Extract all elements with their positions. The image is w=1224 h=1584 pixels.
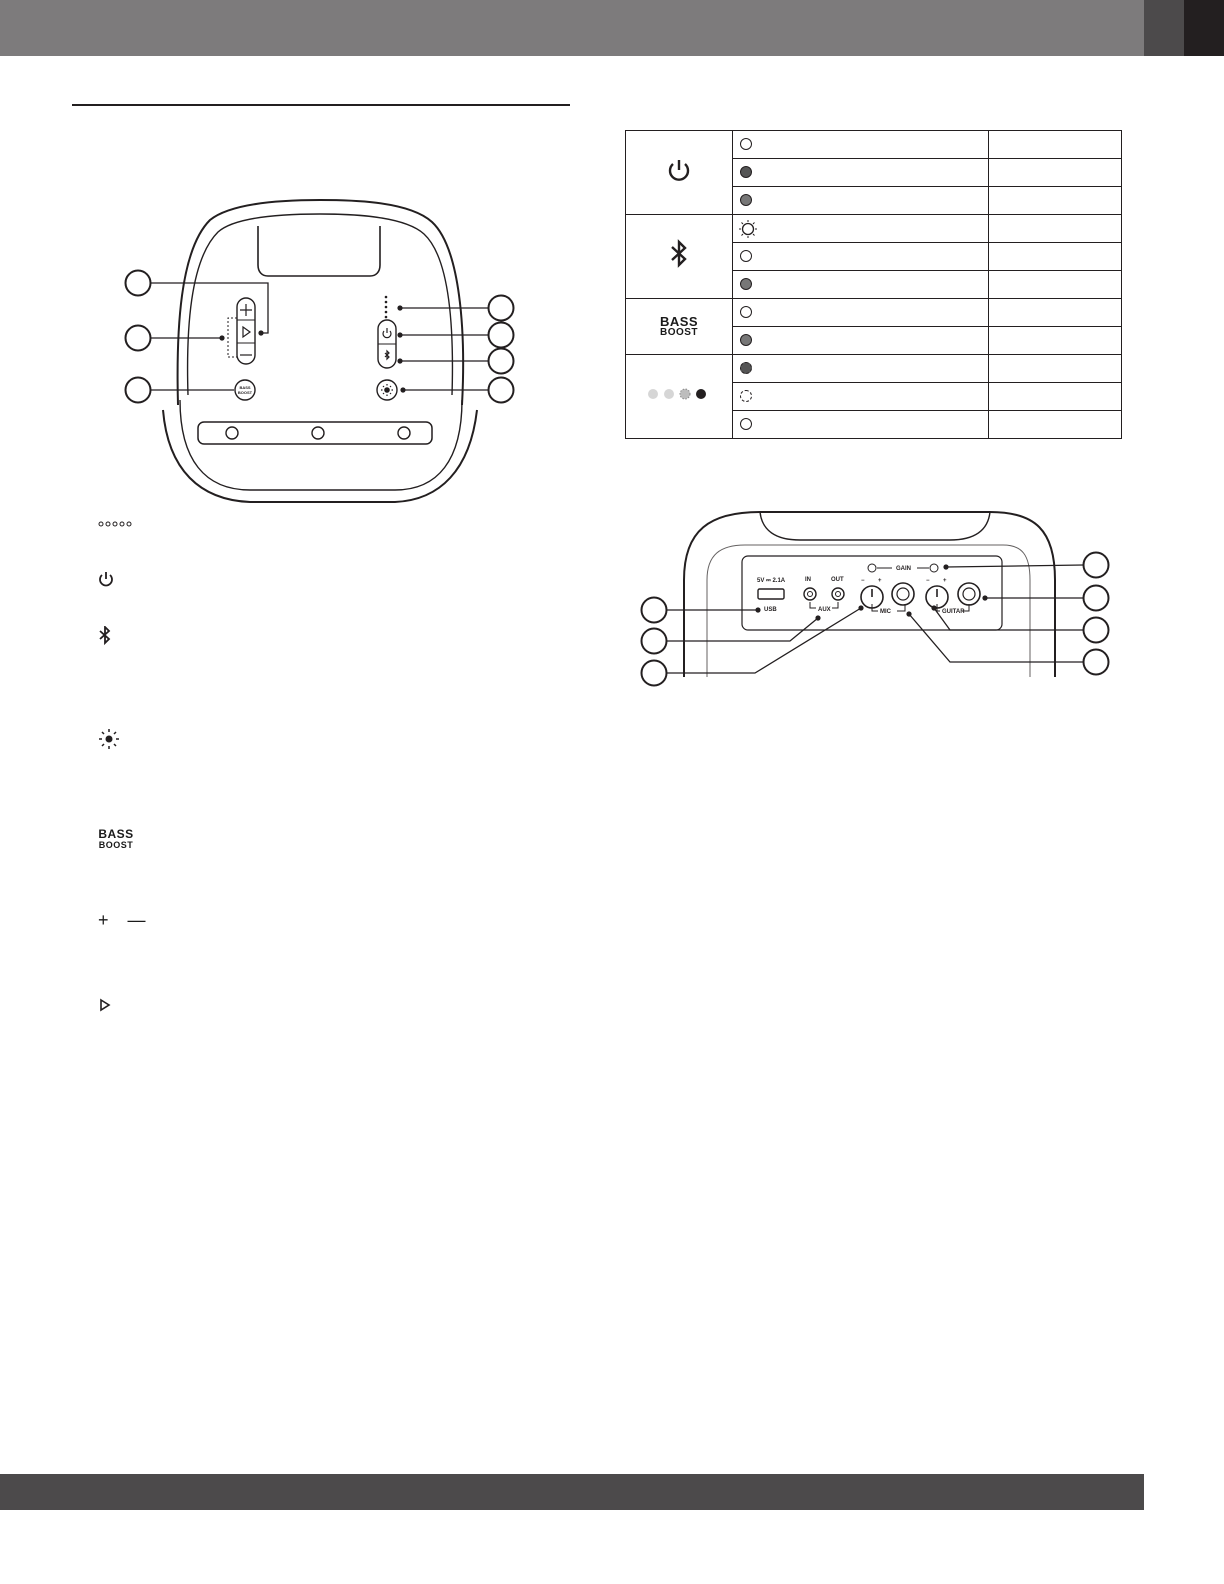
aux-in-jack xyxy=(804,588,816,600)
aux-out-label: OUT xyxy=(831,577,844,583)
led-filled-icon xyxy=(740,334,752,346)
gain-label: GAIN xyxy=(896,566,911,572)
led-state-cell xyxy=(733,383,989,411)
callout-4 xyxy=(489,296,514,321)
aux-in-label: IN xyxy=(805,577,811,583)
led-desc-cell xyxy=(989,215,1122,243)
header-tab xyxy=(1144,0,1184,56)
led-state-cell xyxy=(733,355,989,383)
led-state-cell xyxy=(733,411,989,439)
volume-legend-icons xyxy=(98,910,158,931)
light-legend-icon xyxy=(98,728,120,750)
callout-3 xyxy=(126,378,151,403)
battery-dots-icon xyxy=(647,387,711,401)
mic-plus: + xyxy=(878,578,882,584)
guitar-plus: + xyxy=(943,578,947,584)
handle xyxy=(258,226,380,276)
led-state-cell xyxy=(733,243,989,271)
led-state-cell xyxy=(733,187,989,215)
guitar-label: GUITAR xyxy=(942,609,965,615)
led-filled-icon xyxy=(740,278,752,290)
led-desc-cell xyxy=(989,327,1122,355)
led-state-cell xyxy=(733,215,989,243)
top-panel-diagram xyxy=(120,195,520,515)
speaker-top-outline xyxy=(684,512,1055,677)
battery-dots-legend-icon xyxy=(98,518,138,530)
callout-3 xyxy=(642,661,667,686)
table-row xyxy=(626,355,1122,383)
power-group-cell xyxy=(626,131,733,215)
plus-icon xyxy=(240,304,252,316)
callout-6 xyxy=(1084,618,1109,643)
mic-minus: − xyxy=(861,578,865,584)
callout-2 xyxy=(126,326,151,351)
led-filled-icon xyxy=(740,166,752,178)
aux-label: AUX xyxy=(818,607,831,613)
usb-rating-label: 5V ⎓ 2.1A xyxy=(757,578,786,584)
mic-jack xyxy=(892,583,914,605)
bass-boost-icon xyxy=(626,313,732,338)
boost-word: BOOST xyxy=(98,840,134,850)
callout-7 xyxy=(1084,650,1109,675)
led-dashed-filled-icon xyxy=(740,362,752,374)
bluetooth-icon xyxy=(669,238,689,270)
guitar-jack xyxy=(958,583,980,605)
callout-5 xyxy=(489,323,514,348)
led-desc-cell xyxy=(989,131,1122,159)
header-page-tab xyxy=(1184,0,1224,56)
callout-6 xyxy=(489,349,514,374)
guitar-minus: − xyxy=(926,578,930,584)
bass-boost-legend-icon xyxy=(98,829,134,851)
led-outline-icon xyxy=(740,418,752,430)
header-bar xyxy=(0,0,1144,56)
led-state-cell xyxy=(733,131,989,159)
callout-1 xyxy=(642,598,667,623)
led-desc-cell xyxy=(989,411,1122,439)
callout-7 xyxy=(489,378,514,403)
power-legend-icon xyxy=(98,570,114,588)
aux-out-jack xyxy=(832,588,844,600)
usb-label: USB xyxy=(764,607,777,613)
table-row xyxy=(626,299,1122,327)
led-desc-cell xyxy=(989,243,1122,271)
led-outline-icon xyxy=(740,250,752,262)
light-icon xyxy=(381,384,393,396)
play-legend-icon xyxy=(98,997,112,1013)
plus-legend-icon: + xyxy=(98,910,109,930)
bluetooth-group-cell xyxy=(626,215,733,299)
battery-group-cell xyxy=(626,355,733,439)
boost-mini-label: BOOST xyxy=(237,390,253,395)
boost-word: BOOST xyxy=(659,326,699,338)
bass-word: BASS xyxy=(98,827,134,841)
usb-port xyxy=(758,589,784,599)
bass-boost-group-cell xyxy=(626,299,733,355)
led-desc-cell xyxy=(989,187,1122,215)
led-state-cell xyxy=(733,299,989,327)
led-desc-cell xyxy=(989,383,1122,411)
bass-word: BASS xyxy=(659,313,699,329)
bluetooth-legend-icon xyxy=(98,626,112,646)
table-row xyxy=(626,131,1122,159)
section-rule xyxy=(72,104,570,106)
led-status-table xyxy=(625,130,1122,439)
led-outline-icon xyxy=(740,306,752,318)
led-desc-cell xyxy=(989,159,1122,187)
callout-1 xyxy=(126,271,151,296)
led-dashed-icon xyxy=(740,390,752,402)
bluetooth-icon xyxy=(385,351,389,359)
callout-4 xyxy=(1084,553,1109,578)
power-icon xyxy=(666,156,692,184)
led-state-cell xyxy=(733,159,989,187)
led-state-cell xyxy=(733,327,989,355)
minus-legend-icon: — xyxy=(127,910,146,930)
power-icon xyxy=(383,328,391,338)
callout-2 xyxy=(642,629,667,654)
bottom-grille xyxy=(198,422,432,444)
led-flashing-icon xyxy=(737,219,759,239)
bass-mini-label: BASS xyxy=(239,385,251,390)
led-desc-cell xyxy=(989,271,1122,299)
led-state-cell xyxy=(733,271,989,299)
rear-panel-diagram xyxy=(636,505,1114,691)
led-desc-cell xyxy=(989,299,1122,327)
mic-label: MIC xyxy=(880,609,891,615)
led-desc-cell xyxy=(989,355,1122,383)
callout-5 xyxy=(1084,586,1109,611)
footer-bar xyxy=(0,1474,1144,1510)
led-outline-icon xyxy=(740,138,752,150)
table-row xyxy=(626,215,1122,243)
led-filled-icon xyxy=(740,194,752,206)
play-icon xyxy=(243,327,250,337)
